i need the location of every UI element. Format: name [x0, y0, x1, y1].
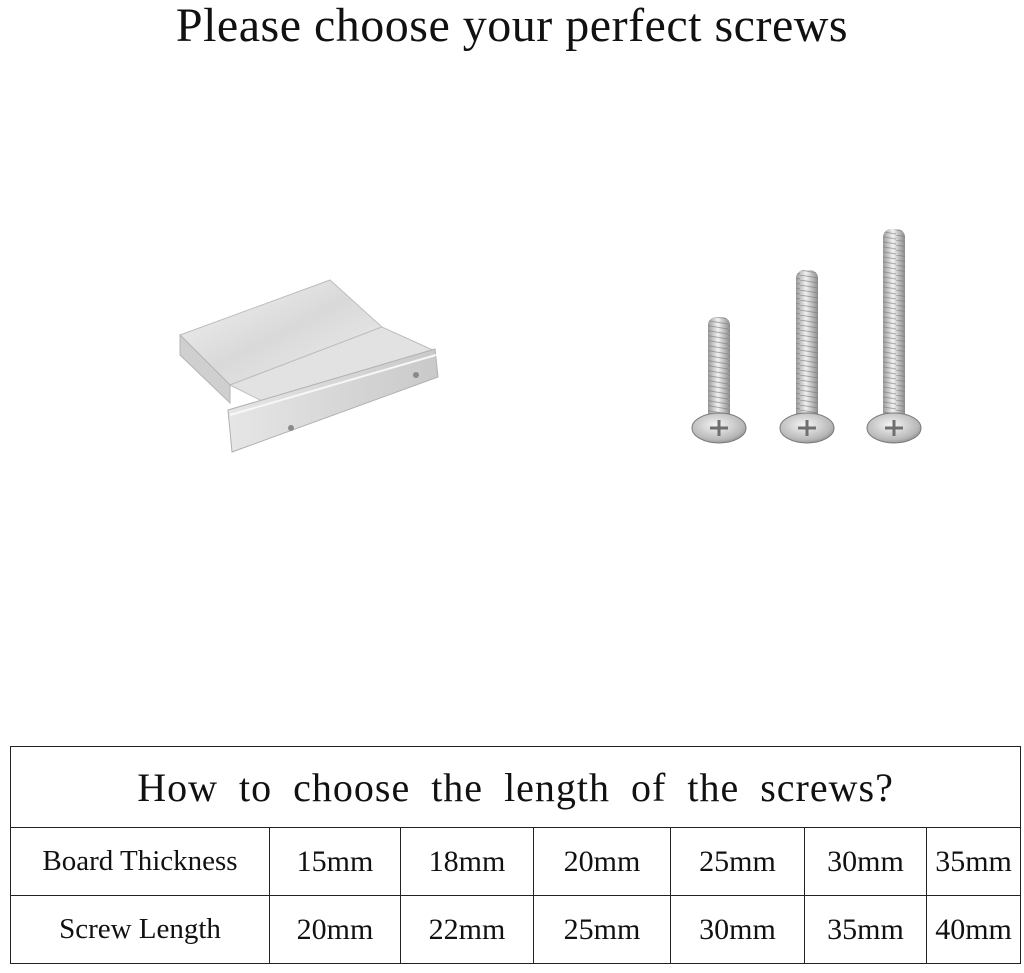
screw-short [692, 317, 746, 443]
table-cell: 30mm [805, 828, 927, 896]
table-cell: 35mm [927, 828, 1021, 896]
table-cell: 25mm [534, 896, 671, 964]
table-row-screw-length [11, 896, 1021, 964]
table-cell: 25mm [671, 828, 805, 896]
screw-size-table [10, 746, 1021, 964]
table-cell: 40mm [927, 896, 1021, 964]
screws-image [680, 220, 940, 460]
row-label: Board Thickness [11, 828, 270, 896]
table-cell: 35mm [805, 896, 927, 964]
screw-medium [780, 270, 834, 443]
table-cell: 22mm [401, 896, 534, 964]
table-cell: 18mm [401, 828, 534, 896]
table-cell: 30mm [671, 896, 805, 964]
table-heading: How to choose the length of the screws? [11, 747, 1021, 828]
table-cell: 20mm [270, 896, 401, 964]
screw-long [867, 229, 921, 443]
page-title: Please choose your perfect screws [175, 0, 849, 52]
row-label: Screw Length [11, 896, 270, 964]
edge-pull-handle-image [150, 265, 450, 465]
table-row-board-thickness [11, 828, 1021, 896]
table-cell: 15mm [270, 828, 401, 896]
table-cell: 20mm [534, 828, 671, 896]
